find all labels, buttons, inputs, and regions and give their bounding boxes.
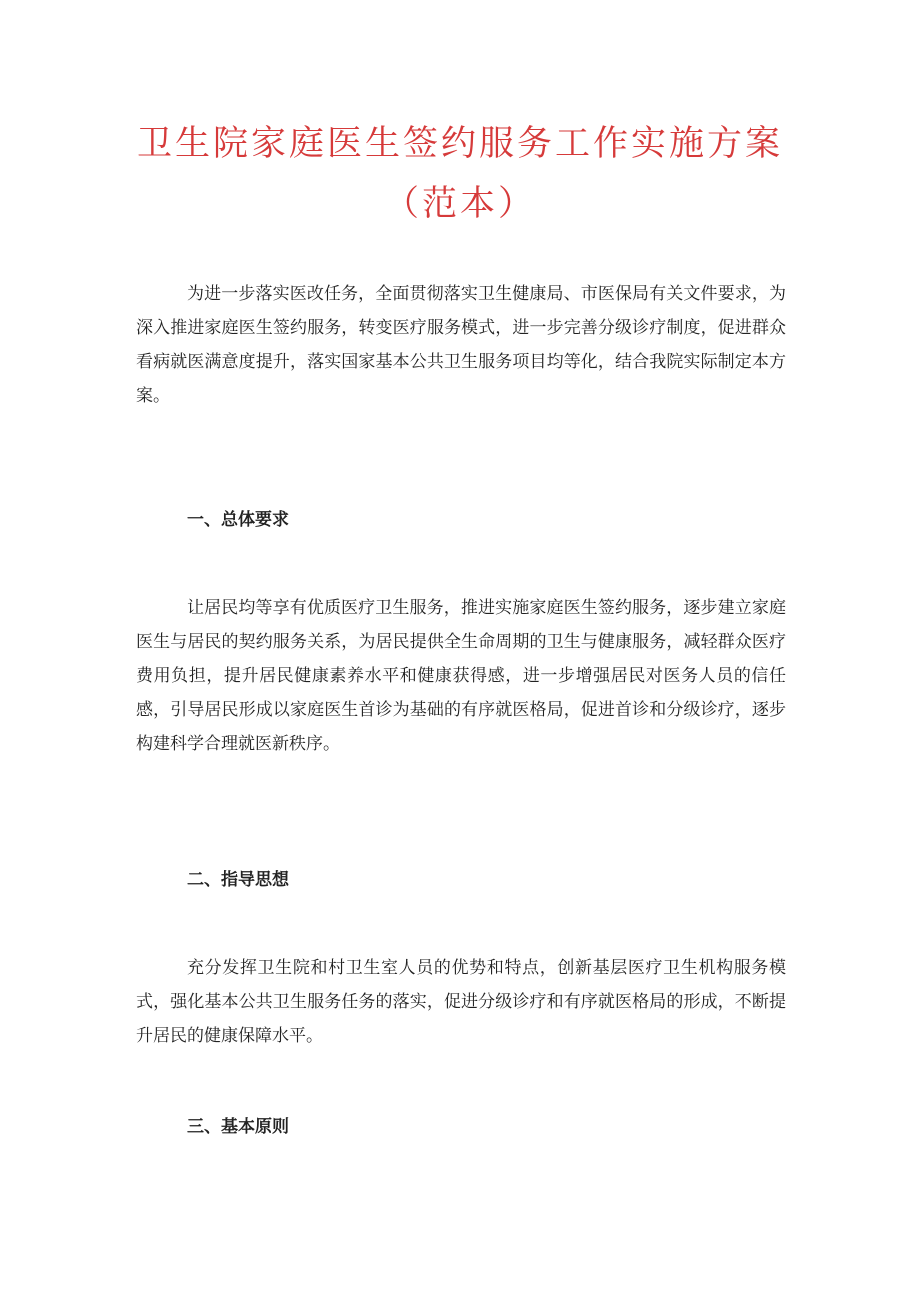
section-heading-guiding-ideology: 二、指导思想 <box>187 870 289 890</box>
document-title: 卫生院家庭医生签约服务工作实施方案 <box>136 124 783 164</box>
section-paragraph-guiding-ideology: 充分发挥卫生院和村卫生室人员的优势和特点，创新基层医疗卫生机构服务模式，强化基本公共卫生服务任务的落实，促进分级诊疗和有序就医格局的形成，不断提升居民的健康保障水平。 <box>136 958 786 1046</box>
section-heading-general-requirements: 一、总体要求 <box>187 510 289 530</box>
section-heading-basic-principles: 三、基本原则 <box>187 1117 289 1137</box>
section-paragraph-general-requirements: 让居民均等享有优质医疗卫生服务，推进实施家庭医生签约服务，逐步建立家庭医生与居民的契约服务关系，为居民提供全生命周期的卫生与健康服务，减轻群众医疗费用负担，提升居民健康素养水平和健康获得感，进一步增强居民对医务人员的信任感，引导居民形成以家庭医生首诊为基础的有序就医格局，促进首诊和分级诊疗，逐步构建科学合理就医新秩序。 <box>136 598 786 754</box>
document-subtitle: （范本） <box>383 184 536 224</box>
intro-paragraph: 为进一步落实医改任务，全面贯彻落实卫生健康局、市医保局有关文件要求，为深入推进家庭医生签约服务，转变医疗服务模式，进一步完善分级诊疗制度，促进群众看病就医满意度提升，落实国家基本公共卫生服务项目均等化，结合我院实际制定本方案。 <box>136 284 786 406</box>
